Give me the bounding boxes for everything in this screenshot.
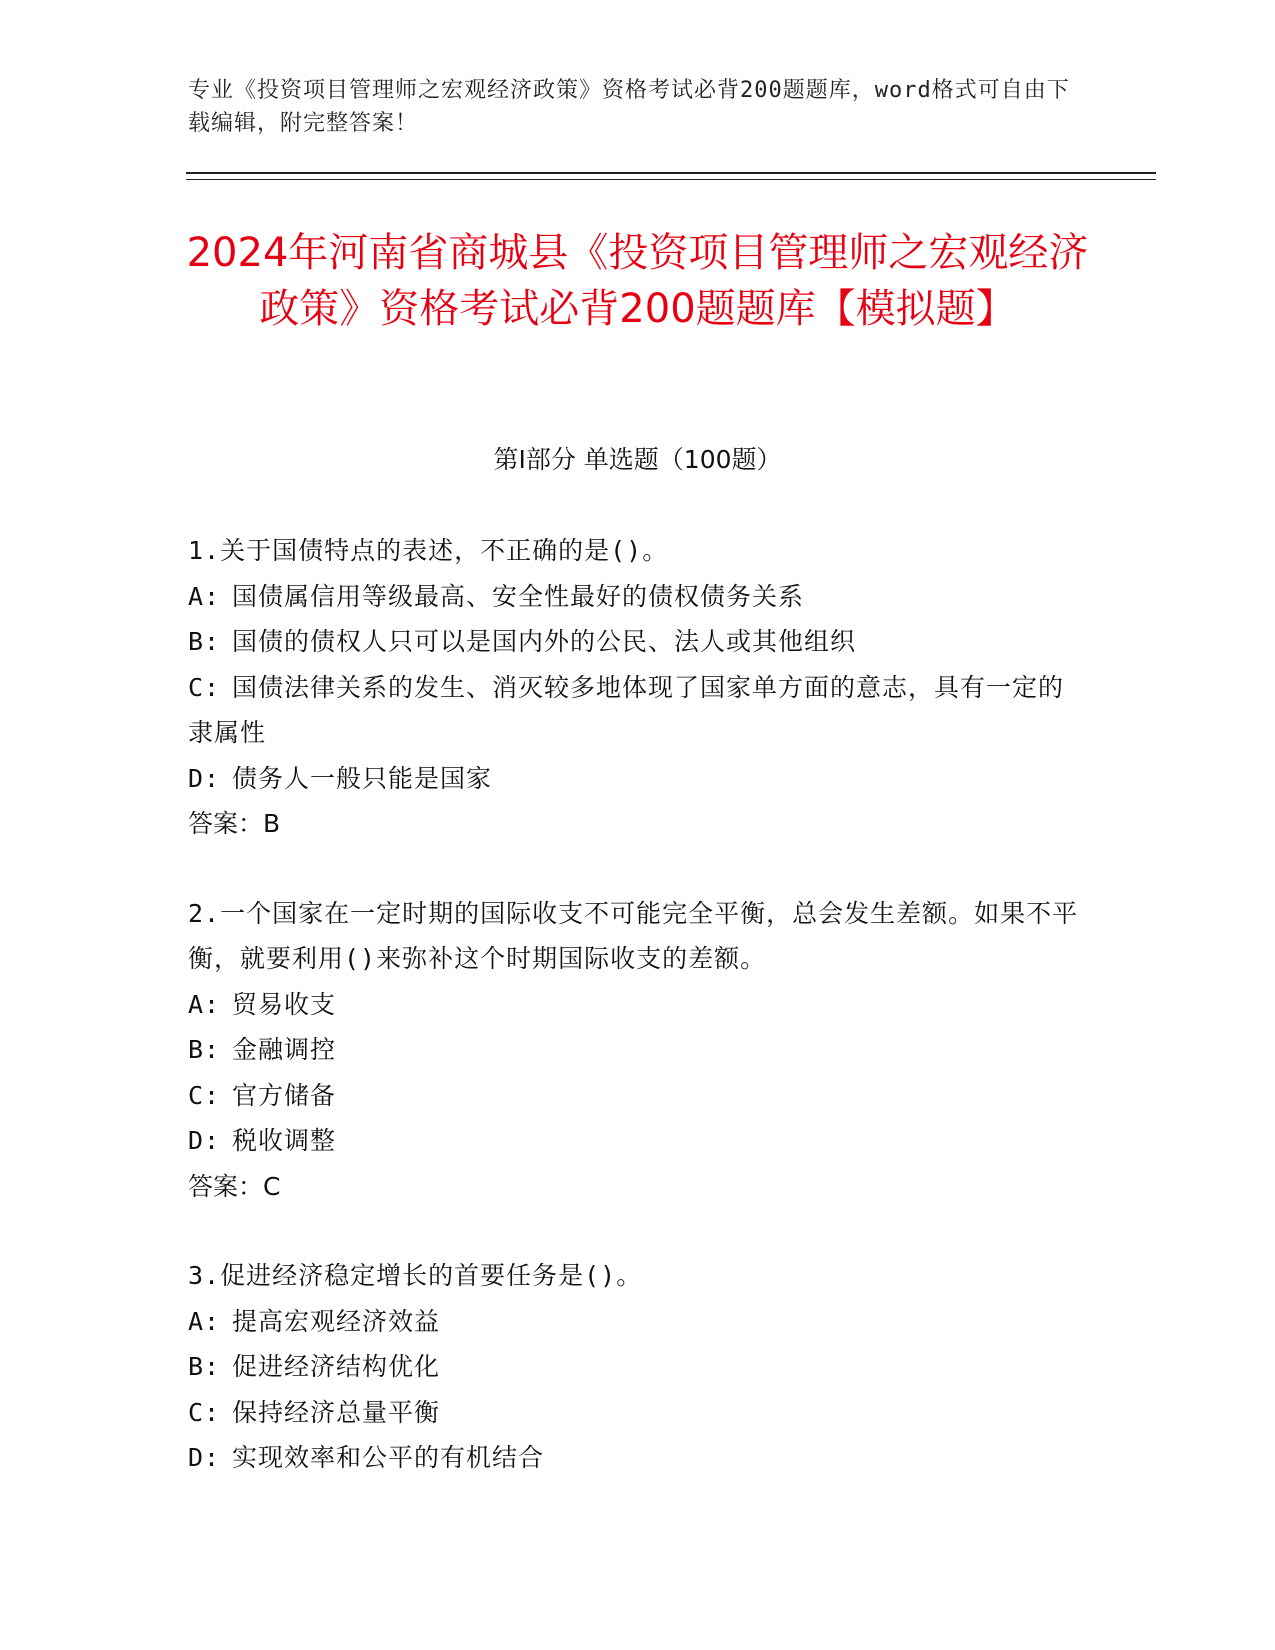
- header-note: 专业《投资项目管理师之宏观经济政策》资格考试必背200题题库，word格式可自由下载编辑，附完整答案！: [188, 78, 1070, 136]
- answer: 答案：B: [188, 809, 281, 838]
- option-text: 税收调整: [232, 1126, 337, 1155]
- question-item: [188, 528, 1088, 847]
- option-label: D:: [188, 1443, 221, 1472]
- option-text: 金融调控: [232, 1035, 337, 1064]
- option-text: 贸易收支: [232, 989, 337, 1019]
- option-text: 国债属信用等级最高、安全性最好的债权债务关系: [232, 581, 805, 611]
- option-text: 债务人一般只能是国家: [232, 763, 493, 793]
- question-stem: 2.一个国家在一定时期的国际收支不可能完全平衡，总会发生差额。如果不平衡，就要利用()来弥补这个时期国际收支的差额。: [188, 898, 1079, 973]
- question-item: [188, 891, 1088, 1210]
- question-stem: 3.促进经济稳定增长的首要任务是()。: [188, 1261, 643, 1290]
- option-d: [188, 1118, 1088, 1164]
- answer: 答案：C: [188, 1171, 281, 1201]
- option-a: [188, 574, 1088, 620]
- option-label: C:: [188, 1080, 221, 1110]
- header-divider: [186, 172, 1156, 174]
- option-b: [188, 1344, 1088, 1390]
- option-d: [188, 756, 1088, 802]
- option-text: 保持经济总量平衡: [232, 1397, 441, 1427]
- option-label: D:: [188, 763, 221, 793]
- option-b: [188, 619, 1088, 665]
- option-text: 提高宏观经济效益: [232, 1306, 441, 1336]
- question-item: [188, 1253, 1088, 1481]
- option-a: [188, 1299, 1088, 1345]
- option-text: 促进经济结构优化: [232, 1352, 441, 1381]
- option-b: [188, 1027, 1088, 1073]
- option-d: [188, 1435, 1088, 1481]
- option-text: 国债法律关系的发生、消灭较多地体现了国家单方面的意志，具有一定的隶属性: [188, 672, 1065, 747]
- document-title: 2024年河南省商城县《投资项目管理师之宏观经济政策》资格考试必背200题题库【模拟题】: [186, 230, 1089, 332]
- option-label: B:: [188, 1035, 221, 1064]
- option-label: C:: [188, 1397, 221, 1427]
- option-c: [188, 1390, 1088, 1436]
- header-divider-thin: [186, 179, 1156, 180]
- section-title: 第I部分 单选题（100题）: [493, 445, 782, 474]
- option-label: C:: [188, 672, 221, 702]
- question-stem: 1.关于国债特点的表述，不正确的是()。: [188, 536, 669, 565]
- option-text: 官方储备: [232, 1080, 337, 1110]
- option-c: [188, 665, 1088, 756]
- question-list: [188, 528, 1088, 1525]
- option-text: 国债的债权人只可以是国内外的公民、法人或其他组织: [232, 627, 857, 656]
- option-text: 实现效率和公平的有机结合: [232, 1443, 545, 1472]
- option-a: [188, 982, 1088, 1028]
- option-label: B:: [188, 1352, 221, 1381]
- option-label: B:: [188, 627, 221, 656]
- option-label: A:: [188, 1306, 221, 1336]
- option-label: A:: [188, 989, 221, 1019]
- option-c: [188, 1073, 1088, 1119]
- option-label: D:: [188, 1126, 221, 1155]
- option-label: A:: [188, 581, 221, 611]
